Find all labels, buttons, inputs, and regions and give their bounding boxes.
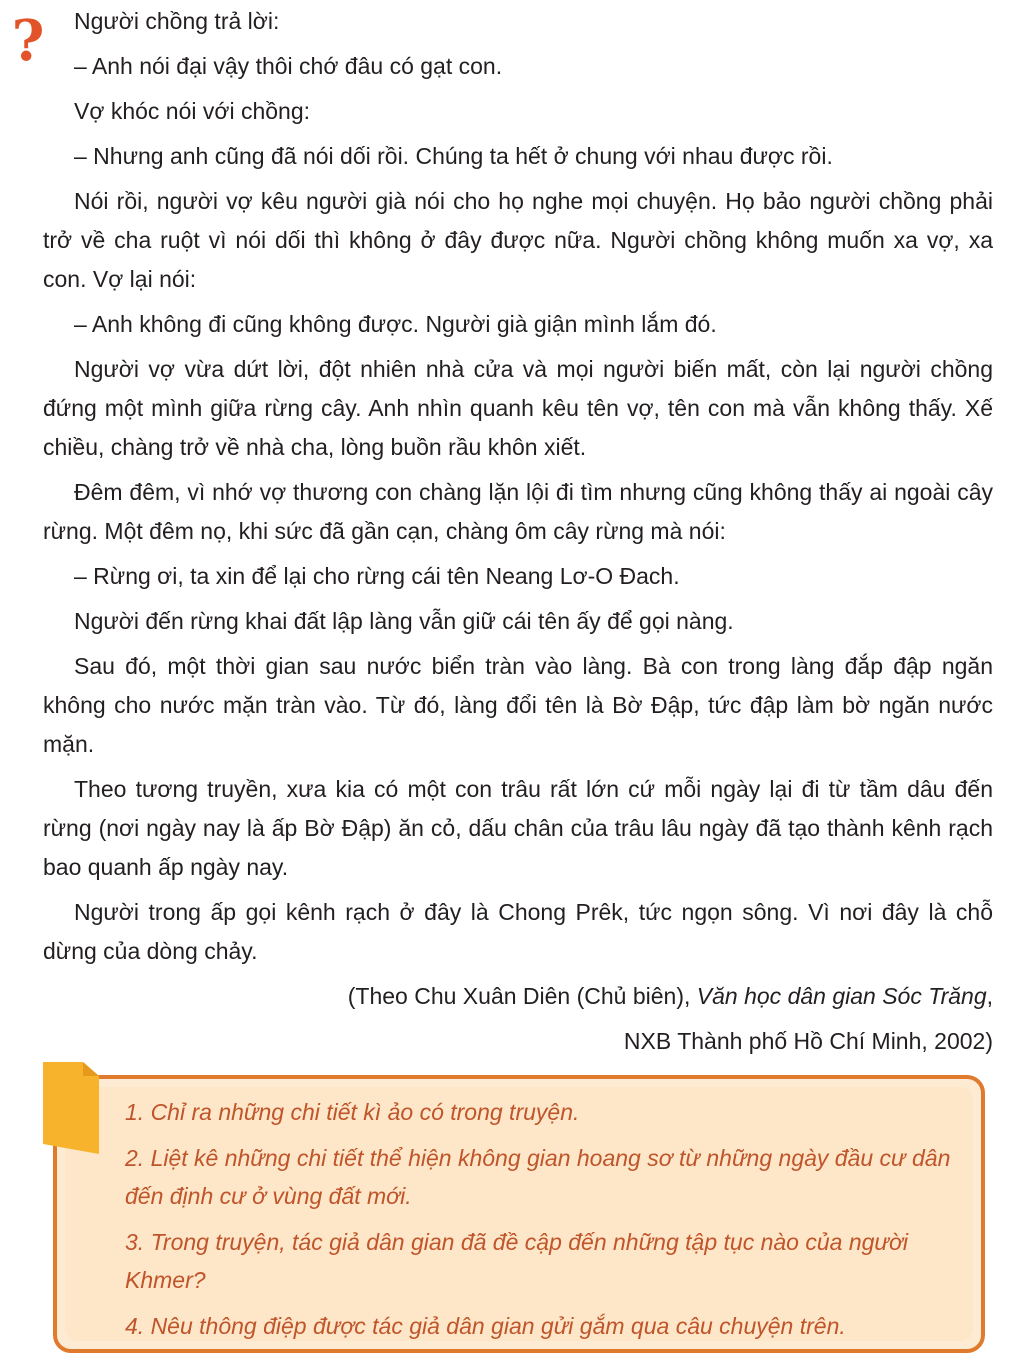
story-paragraph: Người trong ấp gọi kênh rạch ở đây là Chong Prêk, tức ngọn sông. Vì nơi đây là chỗ dừng của dòng chảy.: [43, 899, 993, 964]
question-item: 2. Liệt kê những chi tiết thể hiện không gian hoang sơ từ những ngày đầu cư dân đến định cư ở vùng đất mới.: [125, 1145, 951, 1209]
citation-suffix: ,: [986, 983, 993, 1009]
question-mark-icon: ?: [11, 8, 45, 74]
story-paragraph: – Rừng ơi, ta xin để lại cho rừng cái tên Neang Lơ-O Đach.: [74, 563, 680, 589]
story-paragraph: – Anh nói đại vậy thôi chớ đâu có gạt con.: [74, 53, 503, 79]
question-item: 4. Nêu thông điệp được tác giả dân gian gửi gắm qua câu chuyện trên.: [125, 1313, 846, 1339]
story-paragraph: Người đến rừng khai đất lập làng vẫn giữ cái tên ấy để gọi nàng.: [74, 608, 734, 634]
citation-line-2: NXB Thành phố Hồ Chí Minh, 2002): [623, 1028, 993, 1054]
story-paragraph: – Nhưng anh cũng đã nói dối rồi. Chúng ta hết ở chung với nhau được rồi.: [74, 143, 833, 169]
story-paragraph: Theo tương truyền, xưa kia có một con trâu rất lớn cứ mỗi ngày lại đi từ tầm dâu đến rừng (nơi ngày nay là ấp Bờ Đập) ăn cỏ, dấu chân của trâu lâu ngày đã tạo thành kênh rạch bao quanh ấp ngày nay.: [43, 776, 993, 880]
citation-line-1: [43, 977, 993, 1016]
story-paragraph: Người vợ vừa dứt lời, đột nhiên nhà cửa và mọi người biến mất, còn lại người chồng đứng một mình giữa rừng cây. Anh nhìn quanh kêu tên vợ, tên con mà vẫn không thấy. Xế chiều, chàng trở về nhà cha, lòng buồn rầu khôn xiết.: [43, 356, 993, 460]
story-paragraph: Vợ khóc nói với chồng:: [74, 98, 311, 124]
question-item: 3. Trong truyện, tác giả dân gian đã đề cập đến những tập tục nào của người Khmer?: [125, 1229, 908, 1293]
story-text: [43, 0, 993, 1067]
story-paragraph: Nói rồi, người vợ kêu người già nói cho họ nghe mọi chuyện. Họ bảo người chồng phải trở về cha ruột vì nói dối thì không ở đây được nữa. Người chồng không muốn xa vợ, xa con. Vợ lại nói:: [43, 188, 993, 292]
citation-title: Văn học dân gian Sóc Trăng: [696, 983, 987, 1009]
story-paragraph: Đêm đêm, vì nhớ vợ thương con chàng lặn lội đi tìm nhưng cũng không thấy ai ngoài cây rừng. Một đêm nọ, khi sức đã gần cạn, chàng ôm cây rừng mà nói:: [43, 479, 993, 544]
question-tab-icon: [43, 1062, 99, 1154]
question-list: [125, 1093, 955, 1353]
citation-prefix: (Theo Chu Xuân Diên (Chủ biên),: [347, 983, 697, 1009]
story-paragraph: Người chồng trả lời:: [74, 8, 280, 34]
story-paragraph: Sau đó, một thời gian sau nước biển tràn vào làng. Bà con trong làng đắp đập ngăn không cho nước mặn tràn vào. Từ đó, làng đổi tên là Bờ Đập, tức đập làm bờ ngăn nước mặn.: [43, 653, 993, 757]
question-item: 1. Chỉ ra những chi tiết kì ảo có trong truyện.: [125, 1099, 580, 1125]
story-paragraph: – Anh không đi cũng không được. Người già giận mình lắm đó.: [74, 311, 717, 337]
